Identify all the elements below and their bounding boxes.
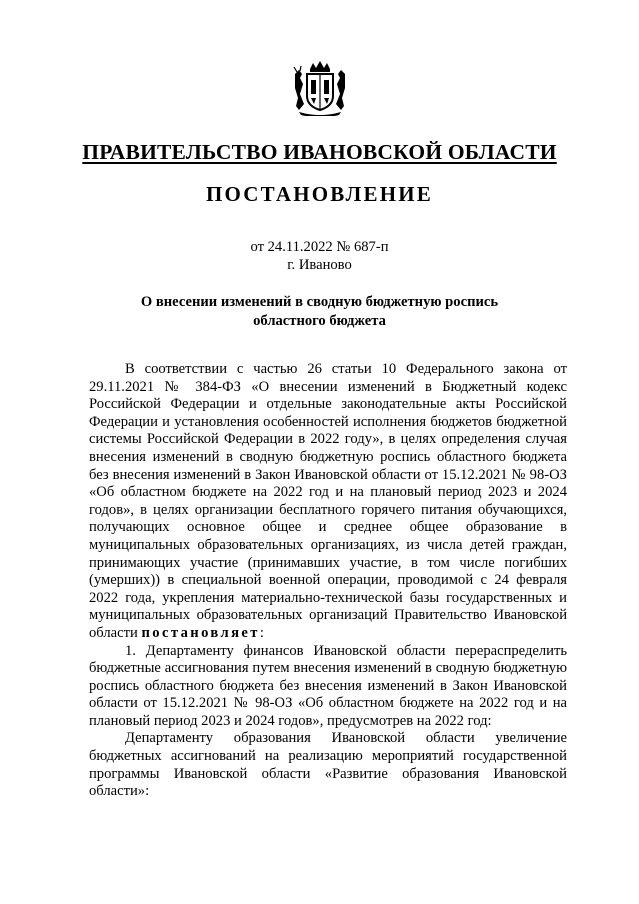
- subject-line-1: О внесении изменений в сводную бюджетную роспись: [140, 294, 499, 310]
- document-type: ПОСТАНОВЛЕНИЕ: [205, 182, 434, 206]
- date-number: от 24.11.2022 № 687-п: [250, 239, 389, 255]
- paragraph-1-text: В соответствии с частью 26 статьи 10 Федерального закона от 29.11.2021 № 384-ФЗ «О внесении изменений в Бюджетный кодекс Российской Федерации и отдельные законодательные акты Российской Федерации и установления особенностей исполнения бюджетов бюджетной системы Российской Федерации в 2022 году», в целях определения случая внесения изменений в сводную бюджетную роспись областного бюджета без внесения изменений в Закон Ивановской области от 15.12.2021 № 98-ОЗ «Об областном бюджете на 2022 год и на плановый период 2023 и 2024 годов», в целях организации бесплатного горячего питания обучающихся, получающих основное общее и среднее общее образование в муниципальных образовательных организациях, из числа детей граждан, принимающих участие (принимавших участие, в том числе погибших (умерших)) в специальной военной операции, проводимой с 24 февраля 2022 года, укрепления материально-технической базы государственных и муниципальных образовательных организаций Правительство Ивановской области: [89, 361, 567, 641]
- resolution-verb: постановляет: [141, 624, 260, 641]
- document-subject: [0, 293, 639, 331]
- paragraph-2: 1. Департаменту финансов Ивановской области перераспределить бюджетные ассигнования путем внесения изменений в сводную бюджетную роспись областного бюджета без внесения изменений в Закон Ивановской области от 15.12.2021 № 98-ОЗ «Об областном бюджете на 2022 год и на плановый период 2023 и 2024 годов», предусмотрев на 2022 год:: [89, 642, 567, 729]
- paragraph-1-end: :: [259, 624, 264, 641]
- government-title: ПРАВИТЕЛЬСТВО ИВАНОВСКОЙ ОБЛАСТИ: [82, 140, 557, 164]
- city: г. Иваново: [287, 257, 352, 273]
- paragraph-1: [89, 361, 567, 643]
- document-meta: [0, 238, 639, 274]
- subject-line-2: областного бюджета: [253, 313, 386, 329]
- paragraph-3: Департаменту образования Ивановской области увеличение бюджетных ассигнований на реализацию мероприятий государственной программы Ивановской области «Развитие образования Ивановской области»:: [89, 730, 567, 800]
- ivanovo-coat-of-arms-icon: [293, 60, 347, 116]
- document-body: [89, 361, 567, 801]
